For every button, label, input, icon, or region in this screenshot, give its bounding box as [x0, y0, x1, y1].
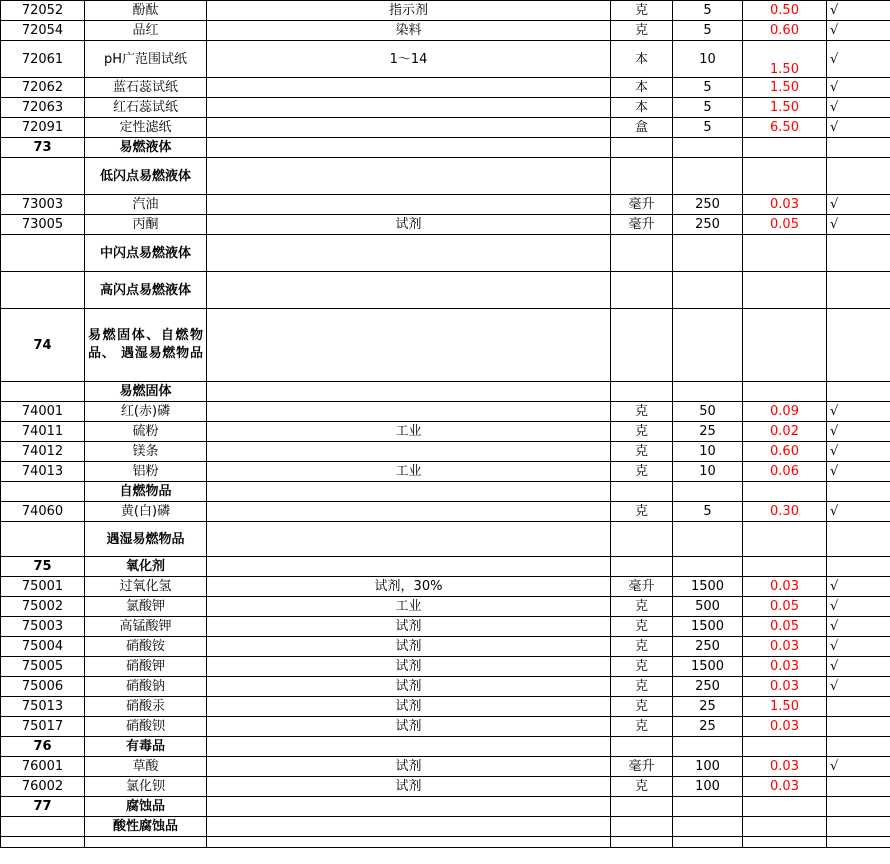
- item-name: 丙酮: [85, 215, 207, 235]
- table-row: [1, 502, 890, 522]
- category-code: [1, 235, 85, 272]
- item-unit: 克: [611, 402, 673, 422]
- item-unit: 克: [611, 697, 673, 717]
- table-row: [1, 717, 890, 737]
- category-code: 73: [1, 138, 85, 158]
- subcategory-name: 酸性腐蚀品: [85, 817, 207, 837]
- table-row: [1, 657, 890, 677]
- item-price: 0.03: [743, 677, 827, 697]
- item-name: 铝粉: [85, 462, 207, 482]
- table-row: [1, 677, 890, 697]
- item-name: 硫粉: [85, 422, 207, 442]
- item-unit: 克: [611, 777, 673, 797]
- item-unit: 克: [611, 657, 673, 677]
- item-code: 75001: [1, 577, 85, 597]
- item-qty: 250: [673, 215, 743, 235]
- subcategory-name: 中闪点易燃液体: [85, 235, 207, 272]
- item-name: 硝酸铵: [85, 637, 207, 657]
- item-price: 0.09: [743, 402, 827, 422]
- table-row: [1, 442, 890, 462]
- item-unit: 毫升: [611, 757, 673, 777]
- category-code: [1, 482, 85, 502]
- item-price: 1.50: [743, 78, 827, 98]
- table-row: [1, 118, 890, 138]
- item-unit: 克: [611, 677, 673, 697]
- category-name: 腐蚀品: [85, 797, 207, 817]
- item-unit: 克: [611, 422, 673, 442]
- category-row: [1, 557, 890, 577]
- subcategory-name: 高闪点易燃液体: [85, 272, 207, 309]
- subcategory-row: [1, 158, 890, 195]
- table-row: [1, 637, 890, 657]
- item-check: [827, 697, 890, 717]
- item-qty: 250: [673, 677, 743, 697]
- item-check: [827, 717, 890, 737]
- item-qty: 250: [673, 637, 743, 657]
- item-name: 汽油: [85, 195, 207, 215]
- item-spec: [207, 195, 611, 215]
- item-spec: [207, 442, 611, 462]
- item-code: 74011: [1, 422, 85, 442]
- item-code: 72091: [1, 118, 85, 138]
- item-spec: 试剂: [207, 637, 611, 657]
- item-check: √: [827, 502, 890, 522]
- item-check: [827, 777, 890, 797]
- category-name: 易燃固体、自燃物品、 遇湿易燃物品: [85, 309, 207, 382]
- item-price: 0.02: [743, 422, 827, 442]
- item-qty: 250: [673, 195, 743, 215]
- table-row: [1, 462, 890, 482]
- item-name: 定性滤纸: [85, 118, 207, 138]
- item-unit: 盒: [611, 118, 673, 138]
- item-name: 硝酸钾: [85, 657, 207, 677]
- table-row: [1, 422, 890, 442]
- item-unit: 本: [611, 41, 673, 78]
- subcategory-row: [1, 817, 890, 837]
- item-name: pH广范围试纸: [85, 41, 207, 78]
- item-code: 75017: [1, 717, 85, 737]
- category-code: 76: [1, 737, 85, 757]
- item-check: √: [827, 402, 890, 422]
- item-qty: 100: [673, 757, 743, 777]
- item-spec: 工业: [207, 597, 611, 617]
- item-check: √: [827, 21, 890, 41]
- item-qty: 10: [673, 41, 743, 78]
- item-qty: 10: [673, 442, 743, 462]
- item-check: √: [827, 215, 890, 235]
- item-name: 硝酸钡: [85, 717, 207, 737]
- item-qty: 50: [673, 402, 743, 422]
- item-name: 品红: [85, 21, 207, 41]
- item-check: √: [827, 637, 890, 657]
- subcategory-row: [1, 272, 890, 309]
- item-price: 6.50: [743, 118, 827, 138]
- item-name: 镁条: [85, 442, 207, 462]
- item-code: 72063: [1, 98, 85, 118]
- item-check: √: [827, 757, 890, 777]
- item-code: 75004: [1, 637, 85, 657]
- item-spec: 试剂: [207, 757, 611, 777]
- item-code: 72054: [1, 21, 85, 41]
- item-price: 0.60: [743, 442, 827, 462]
- item-code: 75006: [1, 677, 85, 697]
- item-check: √: [827, 422, 890, 442]
- item-spec: [207, 502, 611, 522]
- item-spec: 试剂: [207, 777, 611, 797]
- item-spec: 1～14: [207, 41, 611, 78]
- item-check: √: [827, 617, 890, 637]
- category-row: [1, 138, 890, 158]
- category-code: 74: [1, 309, 85, 382]
- item-name: 硝酸钠: [85, 677, 207, 697]
- item-code: 75002: [1, 597, 85, 617]
- item-unit: 毫升: [611, 195, 673, 215]
- item-unit: 克: [611, 597, 673, 617]
- item-price: 0.03: [743, 717, 827, 737]
- item-spec: [207, 98, 611, 118]
- item-qty: 500: [673, 597, 743, 617]
- item-name: 红(赤)磷: [85, 402, 207, 422]
- item-spec: [207, 78, 611, 98]
- category-row: [1, 737, 890, 757]
- item-qty: 1500: [673, 577, 743, 597]
- item-unit: 克: [611, 502, 673, 522]
- item-name: 高锰酸钾: [85, 617, 207, 637]
- subcategory-name: 自燃物品: [85, 482, 207, 502]
- item-unit: 克: [611, 637, 673, 657]
- item-qty: 5: [673, 1, 743, 21]
- item-price: 1.50: [743, 41, 827, 78]
- item-spec: 试剂: [207, 657, 611, 677]
- item-price: 0.03: [743, 637, 827, 657]
- table-row: [1, 195, 890, 215]
- category-name: 易燃液体: [85, 138, 207, 158]
- item-unit: 克: [611, 442, 673, 462]
- category-row: [1, 309, 890, 382]
- item-check: √: [827, 41, 890, 78]
- item-name: 酚酞: [85, 1, 207, 21]
- item-check: √: [827, 118, 890, 138]
- subcategory-row: [1, 235, 890, 272]
- item-qty: 5: [673, 118, 743, 138]
- subcategory-row: [1, 382, 890, 402]
- subcategory-row: [1, 522, 890, 557]
- category-code: [1, 382, 85, 402]
- item-code: 76001: [1, 757, 85, 777]
- item-code: 75005: [1, 657, 85, 677]
- item-unit: 克: [611, 617, 673, 637]
- item-unit: 克: [611, 1, 673, 21]
- item-qty: 5: [673, 78, 743, 98]
- item-unit: 毫升: [611, 577, 673, 597]
- item-spec: 试剂: [207, 717, 611, 737]
- item-qty: 5: [673, 98, 743, 118]
- subcategory-name: 易燃固体: [85, 382, 207, 402]
- item-check: √: [827, 597, 890, 617]
- item-spec: 工业: [207, 422, 611, 442]
- table-row: [1, 757, 890, 777]
- table-row: [1, 21, 890, 41]
- item-qty: 25: [673, 422, 743, 442]
- category-code: [1, 158, 85, 195]
- item-spec: 试剂: [207, 215, 611, 235]
- item-qty: 5: [673, 21, 743, 41]
- subcategory-row: [1, 482, 890, 502]
- item-price: 0.05: [743, 215, 827, 235]
- item-check: √: [827, 1, 890, 21]
- item-unit: 克: [611, 21, 673, 41]
- item-name: 氯酸钾: [85, 597, 207, 617]
- table-row: [1, 41, 890, 78]
- item-price: 0.50: [743, 1, 827, 21]
- item-code: 74013: [1, 462, 85, 482]
- item-name: 黄(白)磷: [85, 502, 207, 522]
- item-code: 73005: [1, 215, 85, 235]
- subcategory-name: 遇湿易燃物品: [85, 522, 207, 557]
- table-row-partial: [1, 837, 890, 848]
- category-name: 氧化剂: [85, 557, 207, 577]
- item-name: 过氧化氢: [85, 577, 207, 597]
- item-unit: 克: [611, 717, 673, 737]
- item-price: 0.30: [743, 502, 827, 522]
- item-spec: 试剂，30%: [207, 577, 611, 597]
- category-name: 有毒品: [85, 737, 207, 757]
- item-name: 硝酸汞: [85, 697, 207, 717]
- item-spec: [207, 118, 611, 138]
- table-row: [1, 697, 890, 717]
- item-qty: 1500: [673, 657, 743, 677]
- item-qty: 5: [673, 502, 743, 522]
- item-qty: 25: [673, 717, 743, 737]
- item-code: 73003: [1, 195, 85, 215]
- item-unit: 本: [611, 98, 673, 118]
- category-code: [1, 522, 85, 557]
- item-code: 72062: [1, 78, 85, 98]
- item-check: √: [827, 577, 890, 597]
- item-price: 0.03: [743, 195, 827, 215]
- item-code: 76002: [1, 777, 85, 797]
- item-spec: 工业: [207, 462, 611, 482]
- item-price: 0.60: [743, 21, 827, 41]
- item-name: 草酸: [85, 757, 207, 777]
- table-row: [1, 78, 890, 98]
- item-spec: 试剂: [207, 697, 611, 717]
- item-unit: 毫升: [611, 215, 673, 235]
- category-code: 77: [1, 797, 85, 817]
- item-code: 72052: [1, 1, 85, 21]
- item-spec: [207, 402, 611, 422]
- item-price: 1.50: [743, 697, 827, 717]
- table-row: [1, 777, 890, 797]
- item-code: 74012: [1, 442, 85, 462]
- item-code: 75013: [1, 697, 85, 717]
- subcategory-name: 低闪点易燃液体: [85, 158, 207, 195]
- item-code: 75003: [1, 617, 85, 637]
- item-check: √: [827, 442, 890, 462]
- table-row: [1, 1, 890, 21]
- item-unit: 克: [611, 462, 673, 482]
- item-code: 74060: [1, 502, 85, 522]
- item-check: √: [827, 78, 890, 98]
- table-row: [1, 577, 890, 597]
- item-spec: 染料: [207, 21, 611, 41]
- table-row: [1, 98, 890, 118]
- category-row: [1, 797, 890, 817]
- item-spec: 试剂: [207, 677, 611, 697]
- item-price: 0.06: [743, 462, 827, 482]
- item-check: √: [827, 677, 890, 697]
- item-price: 0.03: [743, 577, 827, 597]
- item-check: √: [827, 657, 890, 677]
- item-name: 红石蕊试纸: [85, 98, 207, 118]
- item-name: 氯化钡: [85, 777, 207, 797]
- item-unit: 本: [611, 78, 673, 98]
- item-code: 74001: [1, 402, 85, 422]
- item-qty: 1500: [673, 617, 743, 637]
- item-name: 蓝石蕊试纸: [85, 78, 207, 98]
- item-price: 0.03: [743, 757, 827, 777]
- item-check: √: [827, 462, 890, 482]
- category-code: [1, 817, 85, 837]
- table-row: [1, 402, 890, 422]
- item-qty: 25: [673, 697, 743, 717]
- item-check: √: [827, 98, 890, 118]
- item-qty: 10: [673, 462, 743, 482]
- table-row: [1, 617, 890, 637]
- table-row: [1, 215, 890, 235]
- item-price: 0.05: [743, 597, 827, 617]
- table-row: [1, 597, 890, 617]
- category-code: [1, 272, 85, 309]
- item-code: 72061: [1, 41, 85, 78]
- item-price: 0.05: [743, 617, 827, 637]
- item-price: 0.03: [743, 777, 827, 797]
- item-spec: 试剂: [207, 617, 611, 637]
- item-spec: 指示剂: [207, 1, 611, 21]
- item-price: 0.03: [743, 657, 827, 677]
- item-check: √: [827, 195, 890, 215]
- item-qty: 100: [673, 777, 743, 797]
- item-price: 1.50: [743, 98, 827, 118]
- category-code: 75: [1, 557, 85, 577]
